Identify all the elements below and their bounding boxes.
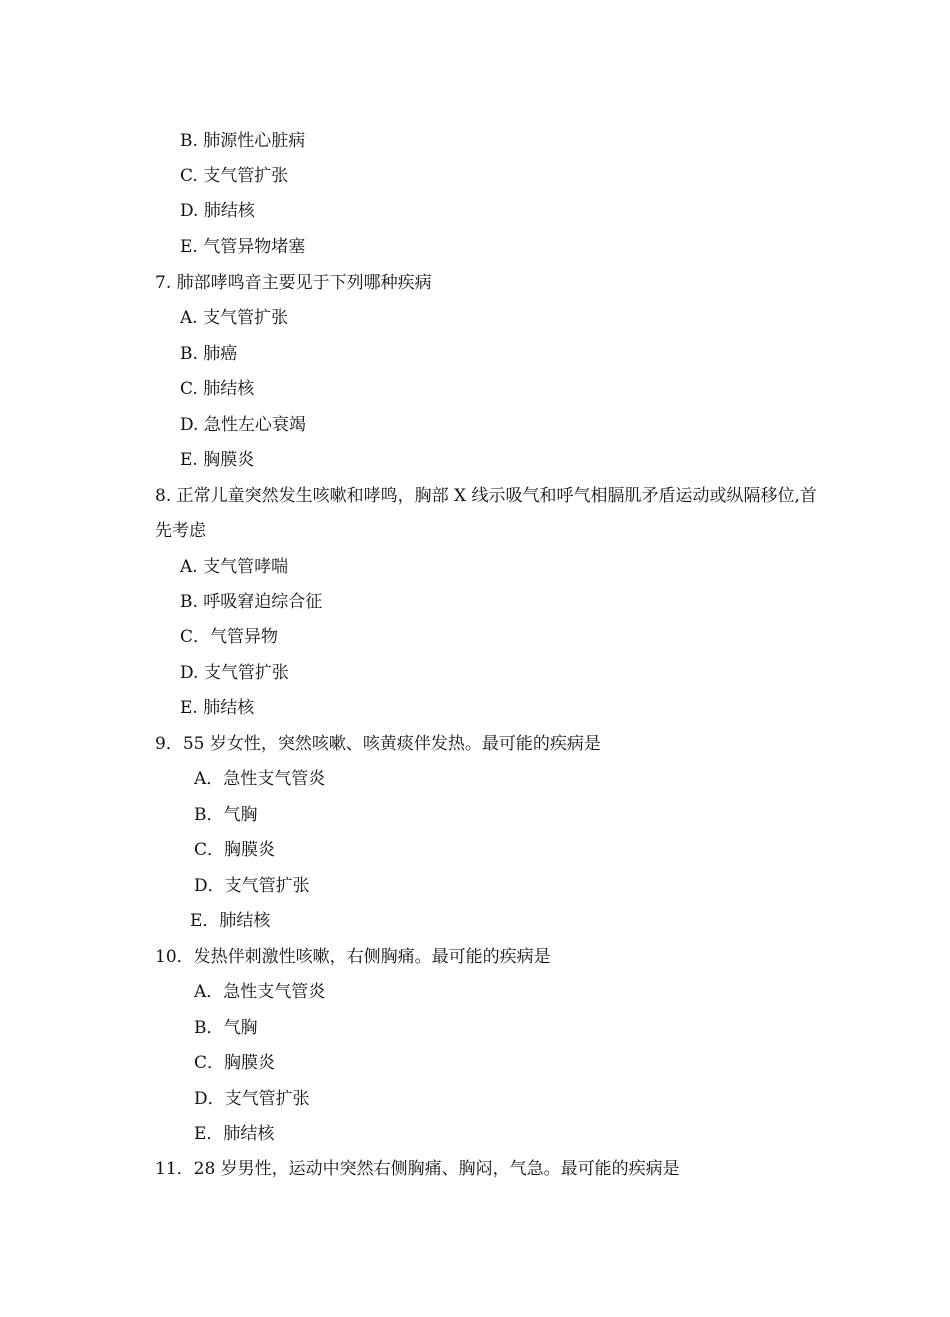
option-9d: D．支气管扩张 — [194, 876, 310, 896]
option-9b: B．气胸 — [194, 805, 258, 825]
option-9c: C．胸膜炎 — [194, 840, 276, 860]
question-9: 9．55 岁女性，突然咳嗽、咳黄痰伴发热。最可能的疾病是 — [155, 734, 601, 754]
option-10c: C．胸膜炎 — [194, 1053, 276, 1073]
option-10e: E．肺结核 — [194, 1124, 275, 1144]
question-10: 10．发热伴刺激性咳嗽，右侧胸痛。最可能的疾病是 — [155, 947, 551, 967]
option-10a: A．急性支气管炎 — [194, 982, 326, 1002]
option-8a: A. 支气管哮喘 — [180, 557, 289, 577]
option-6e: E. 气管异物堵塞 — [180, 237, 306, 257]
option-6d: D. 肺结核 — [180, 201, 255, 221]
question-11: 11．28 岁男性，运动中突然右侧胸痛、胸闷，气急。最可能的疾病是 — [155, 1159, 680, 1179]
option-7d: D. 急性左心衰竭 — [180, 415, 306, 435]
option-8e: E. 肺结核 — [180, 698, 255, 718]
option-6b: B. 肺源性心脏病 — [180, 131, 306, 151]
question-8: 8. 正常儿童突然发生咳嗽和哮鸣，胸部 X 线示吸气和呼气相膈肌矛盾运动或纵隔移位,首 — [155, 486, 817, 506]
option-8b: B. 呼吸窘迫综合征 — [180, 592, 323, 612]
option-6c: C. 支气管扩张 — [180, 166, 289, 186]
option-9e: E．肺结核 — [190, 911, 271, 931]
option-7e: E. 胸膜炎 — [180, 450, 255, 470]
option-7a: A. 支气管扩张 — [180, 308, 289, 328]
question-8-continued: 先考虑 — [155, 521, 206, 541]
option-7b: B. 肺癌 — [180, 344, 238, 364]
option-8d: D. 支气管扩张 — [180, 663, 289, 683]
option-10d: D．支气管扩张 — [194, 1089, 310, 1109]
option-9a: A．急性支气管炎 — [194, 769, 326, 789]
option-7c: C. 肺结核 — [180, 379, 255, 399]
option-10b: B．气胸 — [194, 1018, 258, 1038]
option-8c: C．气管异物 — [180, 627, 279, 647]
question-7: 7. 肺部哮鸣音主要见于下列哪种疾病 — [155, 273, 432, 293]
